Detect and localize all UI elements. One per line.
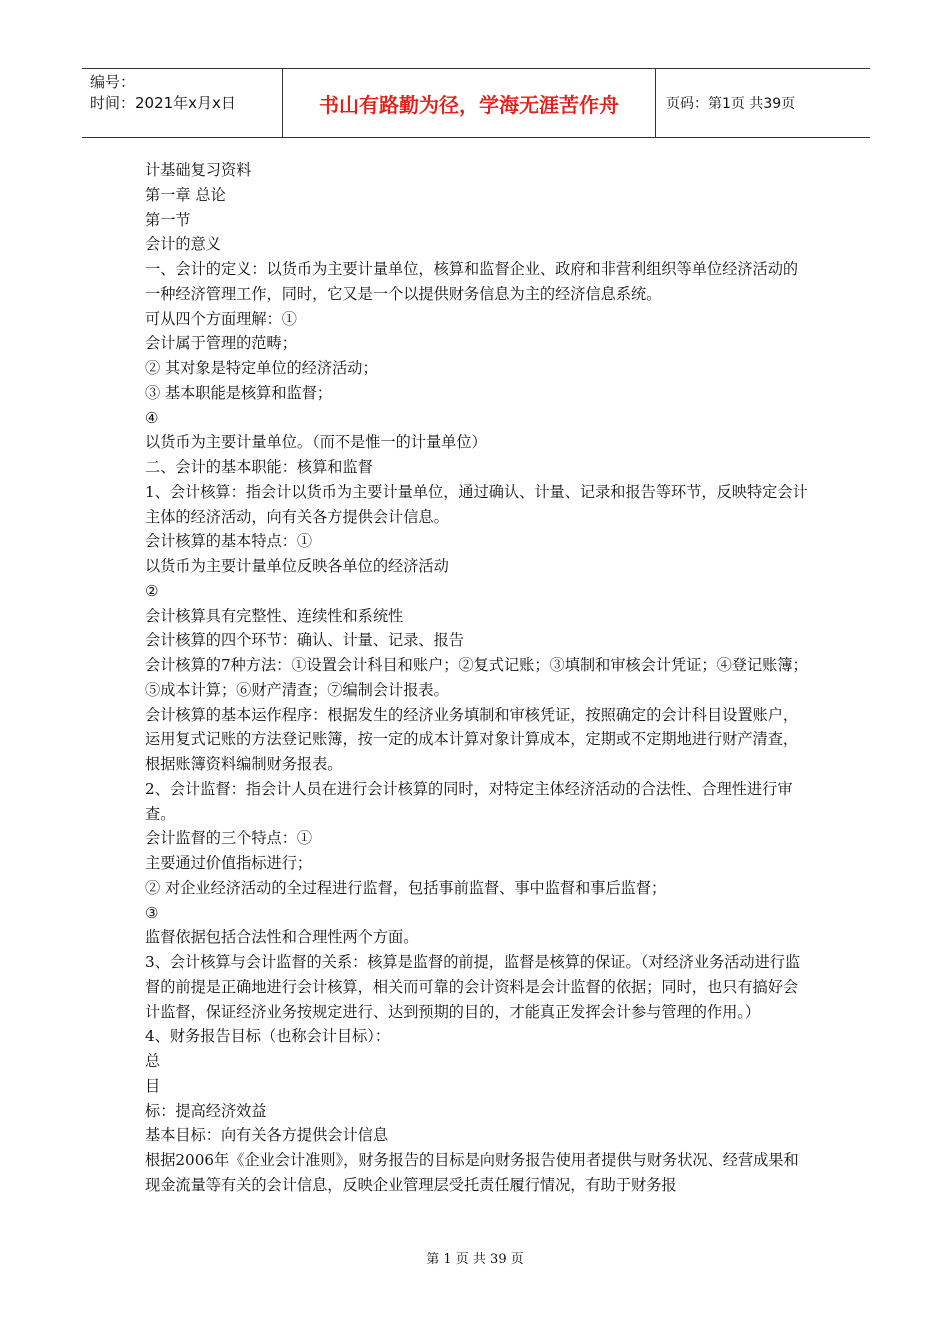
body-paragraph: 总 [145,1052,161,1070]
body-paragraph: 第一节 [145,210,191,229]
body-paragraph: 根据2006年《企业会计准则》，财务报告的目标是向财务报告使用者提供与财务状况、经营成果和现金流量等有关的会计信息，反映企业管理层受托责任履行情况，有助于财务报 [145,1151,799,1194]
document-body [145,158,813,1198]
header-meta [82,69,282,137]
body-paragraph: 标：提高经济效益 [145,1101,267,1120]
body-paragraph: 第一章 总论 [145,185,226,204]
body-paragraph: 会计核算的基本运作程序：根据发生的经济业务填制和审核凭证，按照确定的会计科目设置账户，运用复式记账的方法登记账簿，按一定的成本计算对象计算成本，定期或不定期地进行财产清查，根据账簿资料编制财务报表。 [145,705,799,773]
body-paragraph: 一、会计的定义：以货币为主要计量单位，核算和监督企业、政府和非营利组织等单位经济活动的一种经济管理工作，同时，它又是一个以提供财务信息为主的经济信息系统。 [145,260,799,303]
page-header [82,68,870,138]
body-paragraph: ③ [145,903,159,922]
body-paragraph: 以货币为主要计量单位。（而不是惟一的计量单位） [145,433,487,452]
body-paragraph: ④ [145,408,159,427]
body-paragraph: 会计核算具有完整性、连续性和系统性 [145,606,404,625]
body-paragraph: 会计核算的7种方法：①设置会计科目和账户；②复式记账；③填制和审核会计凭证；④登记账簿；⑤成本计算；⑥财产清查；⑦编制会计报表。 [145,656,808,699]
serial-label: 编号： [90,73,136,91]
body-paragraph: 3、会计核算与会计监督的关系：核算是监督的前提，监督是核算的保证。（对经济业务活动进行监督的前提是正确地进行会计核算，相关而可靠的会计资料是会计监督的依据；同时，也只有搞好会计监督，保证经济业务按规定进行、达到预期的目的，才能真正发挥会计参与管理的作用。） [145,953,801,1021]
body-paragraph: 以货币为主要计量单位反映各单位的经济活动 [145,557,449,575]
body-paragraph: 目 [145,1076,161,1095]
date-label: 时间：2021年x月x日 [90,94,236,112]
body-paragraph: 基本目标：向有关各方提供会计信息 [145,1126,388,1145]
header-page-label: 页码：第1页 共39页 [666,96,796,112]
body-paragraph: 2、会计监督：指会计人员在进行会计核算的同时，对特定主体经济活动的合法性、合理性进行审查。 [145,779,793,823]
body-paragraph: ③ 基本职能是核算和监督； [145,383,333,402]
body-paragraph: 监督依据包括合法性和合理性两个方面。 [145,928,419,947]
header-motto: 书山有路勤为径，学海无涯苦作舟 [282,69,656,137]
body-paragraph: ② 其对象是特定单位的经济活动； [145,359,378,377]
body-paragraph: 会计监督的三个特点：① [145,829,313,848]
body-paragraph: 1、会计核算：指会计以货币为主要计量单位，通过确认、计量、记录和报告等环节，反映特定会计主体的经济活动，向有关各方提供会计信息。 [145,482,808,526]
body-paragraph: 4、财务报告目标（也称会计目标）： [145,1027,391,1046]
body-paragraph: 二、会计的基本职能：核算和监督 [145,458,373,476]
body-paragraph: ② 对企业经济活动的全过程进行监督，包括事前监督、事中监督和事后监督； [145,878,667,897]
body-paragraph: 计基础复习资料 [145,161,252,179]
body-paragraph: 会计核算的基本特点：① [145,532,313,551]
body-paragraph: 主要通过价值指标进行； [145,854,313,872]
body-paragraph: 会计属于管理的范畴； [145,334,297,353]
body-paragraph: 会计的意义 [145,235,221,254]
body-paragraph: 可从四个方面理解：① [145,309,297,328]
body-paragraph: 会计核算的四个环节：确认、计量、记录、报告 [145,631,464,650]
body-paragraph: ② [145,581,159,600]
page-footer: 第 1 页 共 39 页 [426,1252,524,1267]
